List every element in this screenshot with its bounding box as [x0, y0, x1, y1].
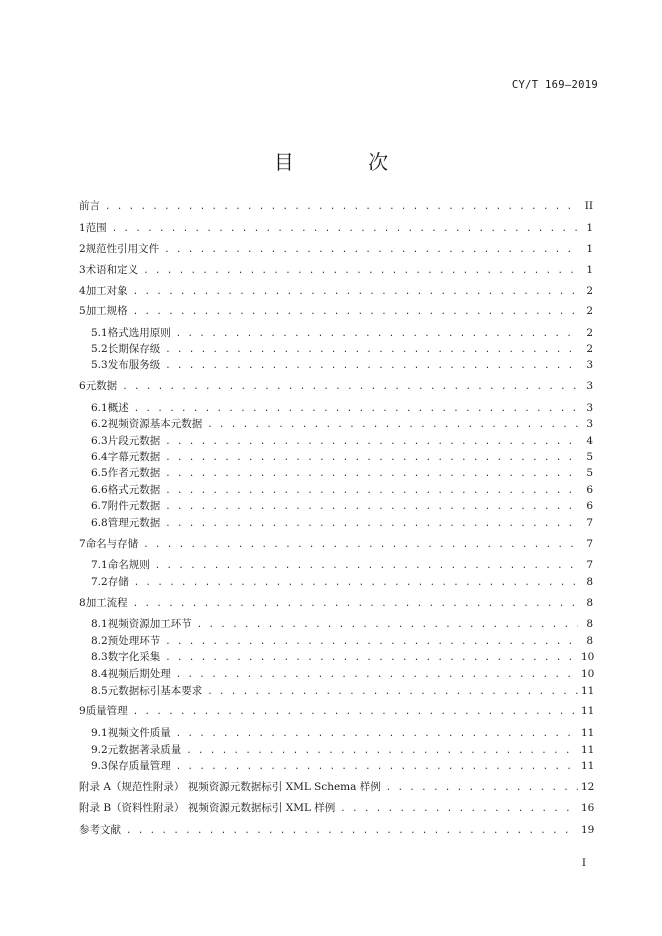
toc-leader-dots: [165, 516, 578, 532]
toc-entry-page: 11: [581, 685, 595, 697]
toc-entry-page: 3: [586, 359, 593, 371]
toc-entry[interactable]: [79, 303, 593, 319]
toc-leader-dots: [133, 704, 578, 720]
toc-entry-page: 12: [581, 781, 595, 793]
page-title: 目 次: [273, 150, 423, 174]
toc-entry-number: 8.5: [91, 685, 108, 697]
toc-leader-dots: [126, 823, 578, 839]
toc-entry[interactable]: [91, 341, 593, 357]
toc-entry-page: 11: [581, 705, 595, 717]
toc-entry[interactable]: [91, 416, 593, 432]
toc-leader-dots: [134, 575, 578, 591]
toc-entry-label: 术语和定义: [85, 264, 139, 276]
toc-entry-label: 范围: [85, 222, 107, 234]
toc-leader-dots: [143, 263, 578, 279]
toc-entry-page: 8: [586, 576, 593, 588]
toc-entry-number: 9: [79, 705, 86, 717]
toc-entry-label: 加工流程: [85, 597, 128, 609]
toc-entry-label: 参考文献: [79, 824, 121, 836]
toc-leader-dots: [340, 801, 578, 817]
toc-entry-page: 16: [581, 802, 595, 814]
toc-entry-page: 6: [586, 500, 593, 512]
toc-entry-page: 1: [586, 264, 593, 276]
toc-entry-page: 3: [586, 402, 593, 414]
toc-leader-dots: [133, 304, 578, 320]
toc-entry-label: 视频后期处理: [107, 668, 171, 680]
toc-entry-label: 格式选用原则: [107, 327, 171, 339]
toc-entry-page: 11: [581, 727, 595, 739]
toc-entry[interactable]: [79, 220, 593, 236]
toc-leader-dots: [176, 326, 578, 342]
toc-entry-label: 加工对象: [85, 285, 128, 297]
toc-entry-label: 附录 B（资料性附录） 视频资源元数据标引 XML 样例: [79, 802, 336, 814]
toc-entry-page: 1: [586, 222, 593, 234]
toc-entry-label: 长期保存级: [107, 343, 161, 355]
toc-entry-number: 5: [79, 305, 86, 317]
toc-entry-label: 存储: [107, 576, 129, 588]
toc-entry-number: 9.3: [91, 760, 108, 772]
document-code: CY/T 169—2019: [511, 79, 598, 91]
toc-entry-page: 10: [581, 668, 595, 680]
toc-entry-label: 命名与存储: [85, 538, 139, 550]
toc-entry-number: 6: [79, 380, 86, 392]
toc-entry-number: 9.2: [91, 744, 108, 756]
toc-entry[interactable]: [91, 325, 593, 341]
toc-entry-label: 格式元数据: [107, 484, 161, 496]
toc-entry[interactable]: [91, 465, 593, 481]
toc-entry-number: 7.1: [91, 559, 108, 571]
toc-entry[interactable]: [91, 433, 593, 449]
toc-leader-dots: [165, 499, 578, 515]
toc-entry-label: 元数据: [85, 380, 118, 392]
toc-entry[interactable]: [91, 616, 593, 632]
toc-entry[interactable]: [79, 822, 593, 838]
toc-entry-page: 7: [586, 538, 593, 550]
toc-entry-page: 1: [586, 243, 593, 255]
toc-entry[interactable]: [91, 574, 593, 590]
toc-entry-page: 3: [586, 418, 593, 430]
toc-entry-number: 6.4: [91, 451, 108, 463]
toc-entry-label: 规范性引用文件: [85, 243, 160, 255]
toc-entry[interactable]: [79, 198, 593, 214]
toc-entry-number: 1: [79, 222, 86, 234]
toc-entry-label: 前言: [79, 200, 100, 212]
toc-entry[interactable]: [91, 557, 593, 573]
toc-leader-dots: [165, 634, 578, 650]
toc-entry[interactable]: [79, 262, 593, 278]
toc-entry-page: 4: [586, 435, 593, 447]
toc-leader-dots: [197, 617, 578, 633]
toc-entry-label: 管理元数据: [107, 517, 161, 529]
toc-entry-page: 5: [586, 467, 593, 479]
toc-entry-number: 6.5: [91, 467, 108, 479]
toc-entry[interactable]: [79, 283, 593, 299]
toc-leader-dots: [122, 379, 578, 395]
toc-entry-number: 6.1: [91, 402, 108, 414]
toc-entry-page: 19: [581, 824, 595, 836]
toc-entry-number: 2: [79, 243, 86, 255]
toc-entry-page: 8: [586, 597, 593, 609]
toc-entry[interactable]: [91, 742, 593, 758]
toc-entry-page: 5: [586, 451, 593, 463]
toc-entry[interactable]: [91, 515, 593, 531]
toc-entry[interactable]: [79, 779, 593, 795]
toc-entry-page: 2: [586, 305, 593, 317]
toc-leader-dots: [165, 650, 578, 666]
toc-entry-number: 6.2: [91, 418, 108, 430]
page-number: I: [581, 857, 586, 869]
toc-entry-label: 数字化采集: [107, 651, 161, 663]
toc-leader-dots: [143, 537, 578, 553]
toc-entry-number: 8.4: [91, 668, 108, 680]
toc-leader-dots: [105, 199, 578, 215]
toc-entry-label: 视频资源加工环节: [107, 618, 192, 630]
toc-entry-page: 8: [586, 618, 593, 630]
toc-entry[interactable]: [91, 666, 593, 682]
toc-leader-dots: [112, 221, 578, 237]
toc-entry-number: 8.1: [91, 618, 108, 630]
toc-entry-label: 加工规格: [85, 305, 128, 317]
toc-entry-label: 视频资源基本元数据: [107, 418, 203, 430]
toc-leader-dots: [165, 342, 578, 358]
toc-entry-number: 4: [79, 285, 86, 297]
toc-entry[interactable]: [91, 357, 593, 373]
toc-leader-dots: [207, 417, 578, 433]
toc-entry[interactable]: [91, 400, 593, 416]
toc-entry-page: 2: [586, 285, 593, 297]
toc-entry-label: 字幕元数据: [107, 451, 161, 463]
toc-entry-number: 5.1: [91, 327, 108, 339]
toc-leader-dots: [386, 780, 578, 796]
toc-entry[interactable]: [79, 703, 593, 719]
toc-entry[interactable]: [91, 633, 593, 649]
toc-entry-label: 命名规则: [107, 559, 150, 571]
toc-entry-number: 8.3: [91, 651, 108, 663]
toc-entry-label: 质量管理: [85, 705, 128, 717]
toc-entry-number: 6.6: [91, 484, 108, 496]
toc-leader-dots: [165, 450, 578, 466]
toc-leader-dots: [165, 483, 578, 499]
toc-entry-label: 附件元数据: [107, 500, 161, 512]
toc-leader-dots: [155, 558, 578, 574]
toc-entry-number: 7: [79, 538, 86, 550]
toc-leader-dots: [207, 684, 578, 700]
toc-entry-page: 11: [581, 744, 595, 756]
toc-entry[interactable]: [79, 800, 593, 816]
toc-leader-dots: [165, 358, 578, 374]
toc-entry[interactable]: [91, 683, 593, 699]
toc-leader-dots: [164, 242, 578, 258]
toc-leader-dots: [165, 434, 578, 450]
toc-entry[interactable]: [91, 758, 593, 774]
toc-leader-dots: [176, 759, 578, 775]
toc-leader-dots: [176, 667, 578, 683]
toc-entry-number: 7.2: [91, 576, 108, 588]
toc-entry-label: 附录 A（规范性附录） 视频资源元数据标引 XML Schema 样例: [79, 781, 381, 793]
toc-entry[interactable]: [91, 649, 593, 665]
toc-entry-page: 7: [586, 517, 593, 529]
toc-entry-number: 6.3: [91, 435, 108, 447]
toc-entry[interactable]: [91, 449, 593, 465]
toc-entry-number: 9.1: [91, 727, 108, 739]
toc-entry-number: 3: [79, 264, 86, 276]
toc-entry[interactable]: [91, 482, 593, 498]
toc-entry[interactable]: [79, 241, 593, 257]
toc-entry-label: 片段元数据: [107, 435, 161, 447]
toc-entry-label: 概述: [107, 402, 129, 414]
toc-entry-number: 8.2: [91, 635, 108, 647]
toc-entry-number: 6.7: [91, 500, 108, 512]
toc-entry-label: 保存质量管理: [107, 760, 171, 772]
toc-entry-page: 11: [581, 760, 595, 772]
toc-entry-page: 8: [586, 635, 593, 647]
toc-entry[interactable]: [79, 536, 593, 552]
toc-entry-page: 2: [586, 343, 593, 355]
toc-entry-label: 作者元数据: [107, 467, 161, 479]
toc-leader-dots: [134, 401, 578, 417]
toc-entry-label: 发布服务级: [107, 359, 161, 371]
toc-leader-dots: [165, 466, 578, 482]
toc-entry[interactable]: [91, 725, 593, 741]
toc-entry[interactable]: [79, 378, 593, 394]
toc-entry[interactable]: [91, 498, 593, 514]
toc-entry-page: 10: [581, 651, 595, 663]
toc-entry-page: 3: [586, 380, 593, 392]
toc-entry-number: 6.8: [91, 517, 108, 529]
toc-entry-label: 元数据标引基本要求: [107, 685, 203, 697]
toc-leader-dots: [133, 596, 578, 612]
toc-entry-label: 预处理环节: [107, 635, 161, 647]
toc-entry-page: 2: [586, 327, 593, 339]
toc-leader-dots: [176, 726, 578, 742]
toc-entry-page: II: [584, 200, 593, 212]
toc-entry-page: 6: [586, 484, 593, 496]
toc-entry-page: 7: [586, 559, 593, 571]
toc-entry-label: 元数据著录质量: [107, 744, 182, 756]
toc-entry-number: 8: [79, 597, 86, 609]
toc-leader-dots: [133, 284, 578, 300]
toc-entry-number: 5.3: [91, 359, 108, 371]
toc-leader-dots: [186, 743, 578, 759]
toc-entry-number: 5.2: [91, 343, 108, 355]
toc-entry-label: 视频文件质量: [107, 727, 171, 739]
toc-entry[interactable]: [79, 595, 593, 611]
